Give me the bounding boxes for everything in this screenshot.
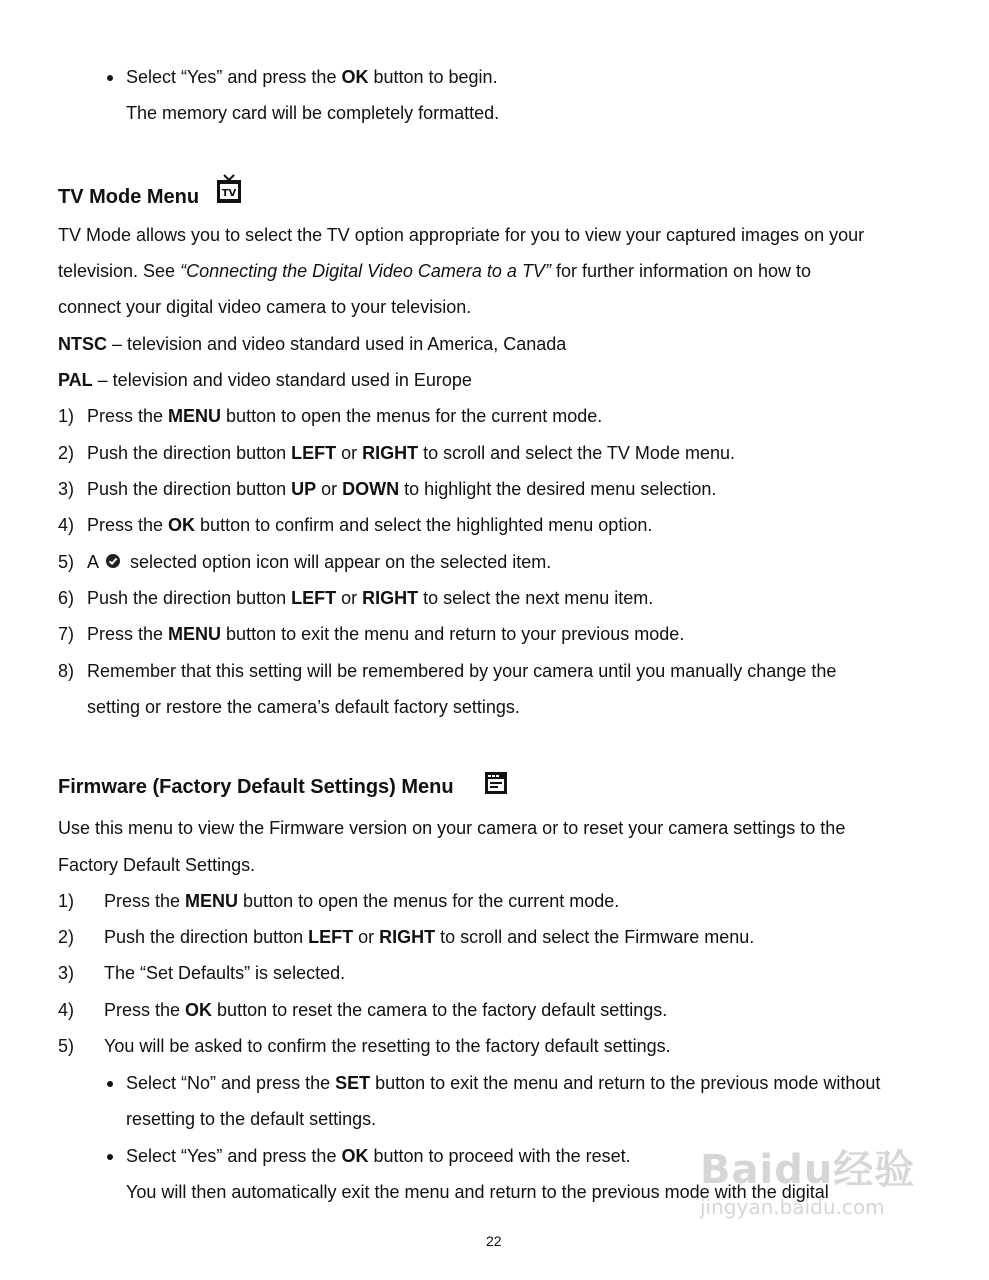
watermark-logo-text: Baidu经验 xyxy=(700,1147,916,1193)
tv-step-8-cont: setting or restore the camera’s default factory settings. xyxy=(87,697,520,717)
top-bullet-text: Select “Yes” and press the OK button to begin. xyxy=(126,67,498,87)
firmware-heading: Firmware (Factory Default Settings) Menu xyxy=(58,776,454,798)
bullet-dot xyxy=(107,1154,113,1160)
watermark-url: jingyan.baidu.com xyxy=(700,1195,885,1219)
bullet-dot xyxy=(107,1081,113,1087)
firmware-menu-icon xyxy=(484,771,508,795)
fw-para-line1: Use this menu to view the Firmware version on your camera or to reset your camera settings to the xyxy=(58,818,846,838)
check-circle-icon xyxy=(105,552,121,568)
tv-para-line1: TV Mode allows you to select the TV option appropriate for you to view your captured images on your xyxy=(58,225,865,245)
page-number: 22 xyxy=(486,1233,502,1249)
fw-para-line2: Factory Default Settings. xyxy=(58,855,256,875)
ntsc-line: NTSC – television and video standard used in America, Canada xyxy=(58,334,567,354)
fw-bullet-no: Select “No” and press the SET button to exit the menu and return to the previous mode without xyxy=(126,1073,881,1093)
svg-text:TV: TV xyxy=(221,188,237,199)
tv-para-line3: connect your digital video camera to your television. xyxy=(58,297,472,317)
tv-mode-heading: TV Mode Menu xyxy=(58,186,200,208)
tv-menu-icon xyxy=(216,174,242,204)
tv-para-line2: television. See “Connecting the Digital Video Camera to a TV” for further information on how to xyxy=(58,261,812,281)
fw-bullet-yes-cont: You will then automatically exit the menu and return to the previous mode with the digital xyxy=(126,1182,829,1202)
fw-bullet-yes: Select “Yes” and press the OK button to proceed with the reset. xyxy=(126,1146,631,1166)
top-bullet-cont: The memory card will be completely formatted. xyxy=(126,103,500,123)
baidu-watermark xyxy=(700,1138,915,1219)
bullet-dot xyxy=(107,75,113,81)
pal-line: PAL – television and video standard used in Europe xyxy=(58,370,472,390)
fw-bullet-no-cont: resetting to the default settings. xyxy=(126,1109,377,1129)
